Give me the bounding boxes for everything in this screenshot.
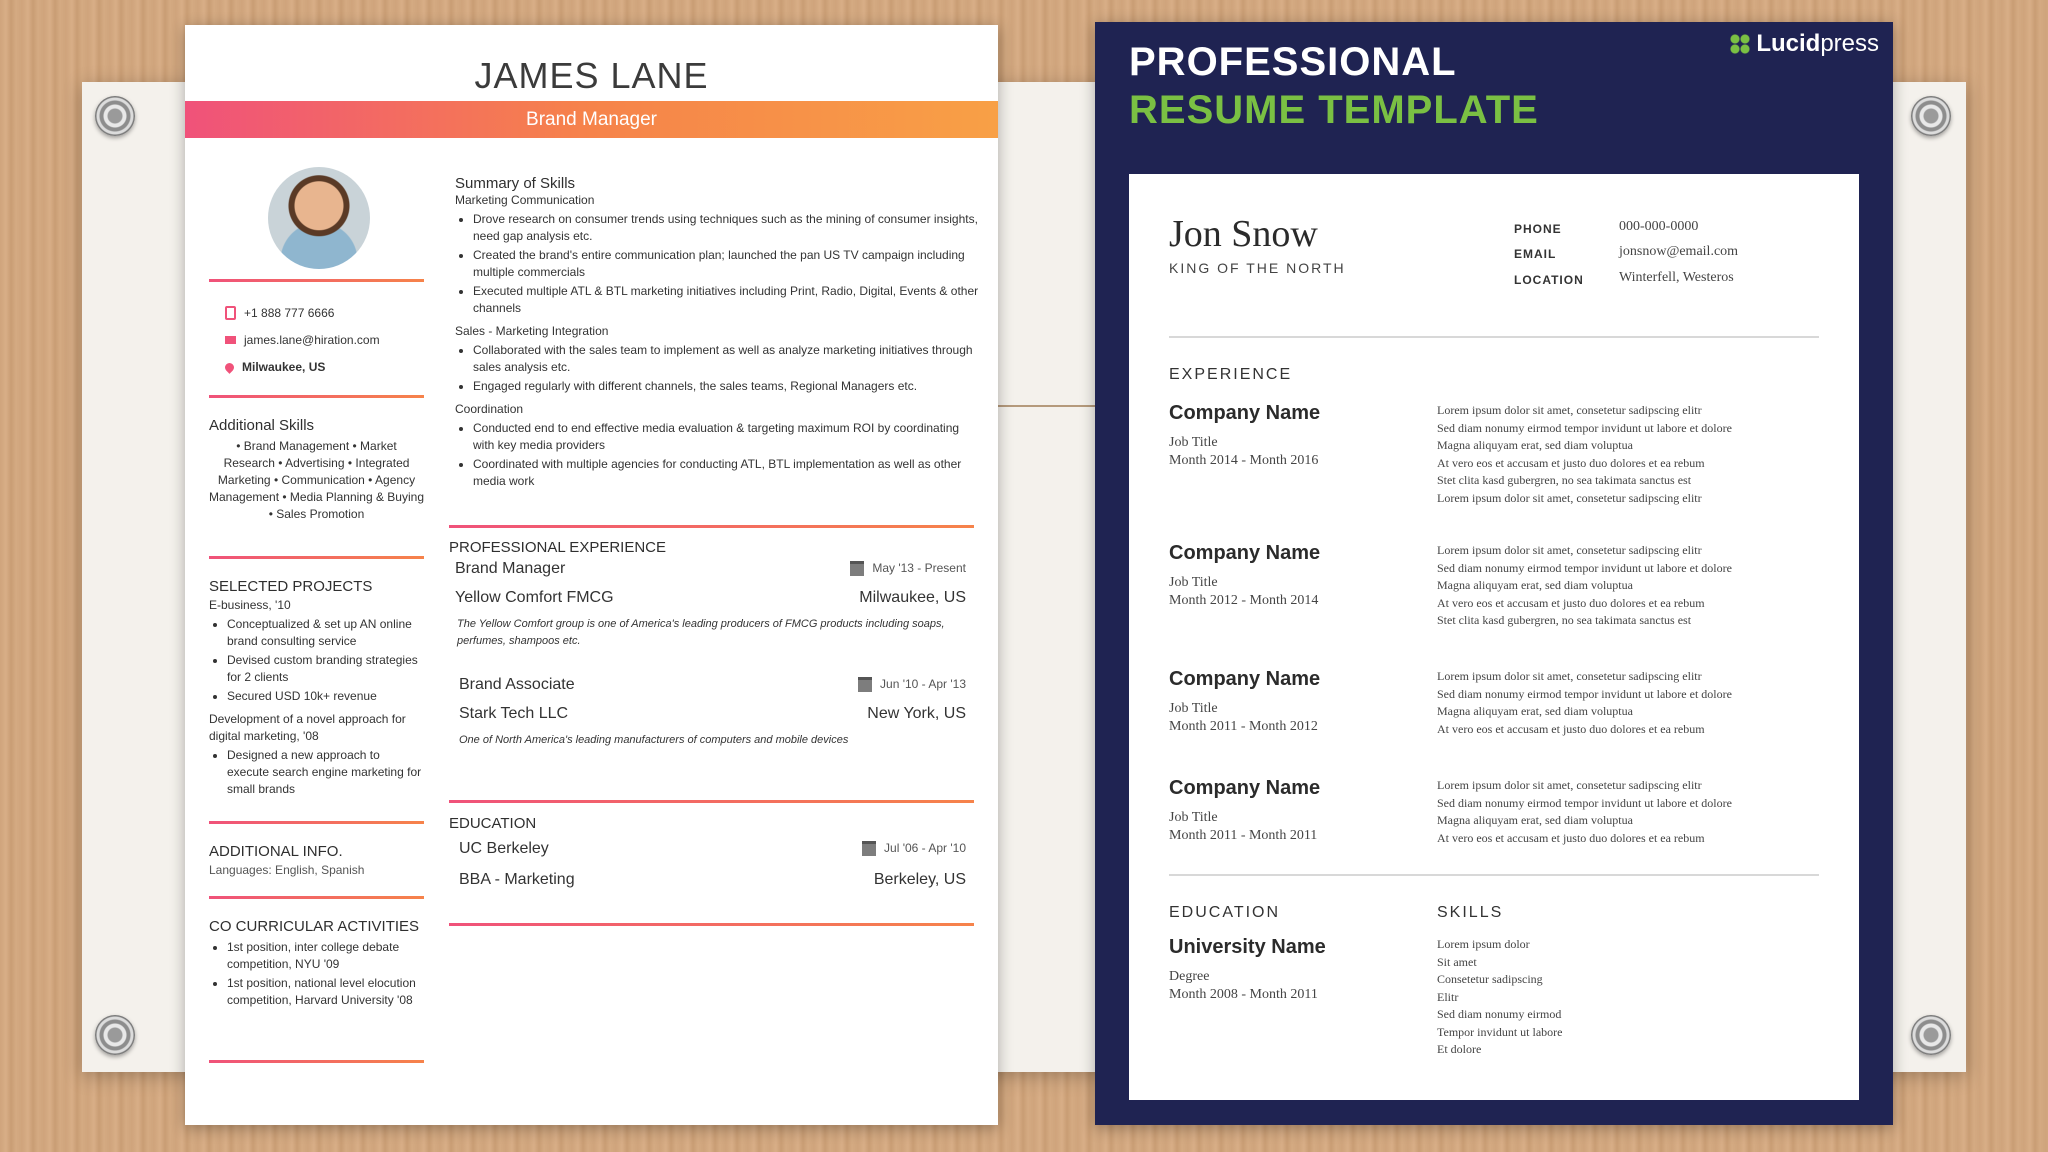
skill-item: Et dolore [1437,1042,1482,1056]
email-value: jonsnow@email.com [1619,244,1739,259]
resume-name: Jon Snow [1169,213,1318,255]
list-item: • Designed a new approach to execute search engine marketing for small brands [227,747,424,798]
skill-item: Lorem ipsum dolor [1437,937,1530,951]
job-title: Job Title [1169,435,1218,450]
job-location: New York, US [867,705,966,722]
company-name: Stark Tech LLC [459,705,569,722]
section-heading: CO CURRICULAR ACTIVITIES [209,918,420,935]
pin-icon [1911,1015,1951,1055]
divider [449,525,974,528]
location-value: Winterfell, Westeros [1619,270,1734,285]
section-heading: EDUCATION [449,815,537,832]
job-company-row [449,589,974,606]
divider [1169,336,1819,338]
job-description: The Yellow Comfort group is one of America's leading producers of FMCG products including soaps, perfumes, shampoos etc. [457,618,945,647]
skills-text: • Brand Management • Market Research • Advertising • Integrated Marketing • Communication • Agency Management • Media Planning & Buying • Sales Promotion [209,439,424,521]
job-description: Lorem ipsum dolor sit amet, consetetur sadipscing elitr Sed diam nonumy eirmod tempor invidunt ut labore et dolore Magna aliquyam erat, sed diam voluptua At vero eos et accusam et justo duo dolores et ea rebum [1437,778,1732,845]
skills-heading: SKILLS [1437,904,1504,921]
job-entry [1169,402,1819,505]
languages-text: Languages: English, Spanish [209,863,365,877]
divider [209,395,424,398]
brand-bold: Lucid [1756,30,1821,57]
resume-james-lane [185,25,998,1125]
resume-role: Brand Manager [185,101,998,138]
divider [449,923,974,926]
pin-icon [95,1015,135,1055]
contact-location [225,360,325,374]
job-entry [1169,777,1819,844]
education-header [449,840,974,857]
education-heading: EDUCATION [1169,904,1281,921]
list-item: • 1st position, national level elocution competition, Harvard University '08 [227,975,424,1009]
skill-item: Elitr [1437,989,1459,1004]
section-heading: ADDITIONAL INFO. [209,843,343,860]
skill-item: Sit amet [1437,954,1477,969]
phone-text: +1 888 777 6666 [244,306,335,320]
subsection-title: Coordination [455,402,524,416]
job-title: Brand Manager [455,560,566,577]
job-dates: Month 2011 - Month 2012 [1169,719,1318,734]
professional-experience [449,539,974,749]
job-title: Brand Associate [459,676,575,693]
divider [209,821,424,824]
summary-of-skills [455,175,980,492]
phone-icon [225,306,236,320]
job-header [449,560,974,577]
job-header [449,676,974,693]
list-item: • Drove research on consumer trends using techniques such as the mining of consumer insights, need gap analysis etc. [473,211,980,245]
company-name: Company Name [1169,542,1321,564]
poster-title-line2: RESUME TEMPLATE [1129,88,1539,132]
skill-item: Tempor invidunt ut labore [1437,1024,1563,1039]
job-dates: Jun '10 - Apr '13 [880,677,966,691]
calendar-icon [858,677,872,692]
divider [209,556,424,559]
section-heading: Summary of Skills [455,175,576,192]
job-description: Lorem ipsum dolor sit amet, consetetur sadipscing elitr Sed diam nonumy eirmod tempor invidunt ut labore et dolore Magna aliquyam erat, sed diam voluptua At vero eos et accusam et justo duo dolores et ea rebum Stet clita kasd gubergren, no sea takimata sanctus est [1437,543,1732,627]
divider [209,896,424,899]
job-location: Milwaukee, US [859,589,966,606]
company-name: Company Name [1169,777,1321,799]
job-dates: Month 2012 - Month 2014 [1169,593,1319,608]
calendar-icon [850,561,864,576]
company-name: Company Name [1169,668,1321,690]
job-company-row [449,705,974,722]
poster-title-line1: PROFESSIONAL [1129,40,1457,84]
education-location: Berkeley, US [873,871,966,888]
list-item: • Executed multiple ATL & BTL marketing initiatives including Print, Radio, Digital, Events & other channels [473,283,980,317]
divider [209,1060,424,1063]
job-description: Lorem ipsum dolor sit amet, consetetur sadipscing elitr Sed diam nonumy eirmod tempor invidunt ut labore et dolore Magna aliquyam erat, sed diam voluptua At vero eos et accusam et justo duo dolores et ea rebum Stet clita kasd gubergren, no sea takimata sanctus est Lorem ipsum dolor sit amet, consetetur sadipscing elitr [1437,403,1732,505]
degree: Degree [1169,969,1210,984]
list-item: • Conducted end to end effective media evaluation & targeting maximum ROI by coordinating with key media providers [473,420,980,454]
divider-line [995,405,1095,407]
job-dates: Month 2011 - Month 2011 [1169,828,1318,843]
job-dates: Month 2014 - Month 2016 [1169,453,1319,468]
location-text: Milwaukee, US [242,360,326,374]
job-title: Job Title [1169,575,1218,590]
avatar [268,167,370,269]
contact-phone [225,306,334,320]
job-description: One of North America's leading manufacturers of computers and mobile devices [459,734,849,746]
list-item: • Secured USD 10k+ revenue [227,688,424,705]
list-item: • Collaborated with the sales team to implement as well as analyze marketing initiatives through sales analysis etc. [473,342,980,376]
degree-name: BBA - Marketing [459,871,575,888]
phone-label: PHONE [1514,222,1562,236]
divider [1169,874,1819,876]
project-title: E-business, '10 [209,598,291,612]
education-dates: Jul '06 - Apr '10 [884,841,966,855]
project-title: Development of a novel approach for digital marketing, '08 [209,712,406,743]
divider [209,279,424,282]
education-entry [1169,936,1419,1003]
contact-email [225,333,380,347]
list-item: • 1st position, inter college debate competition, NYU '09 [227,939,424,973]
skill-item: Sed diam nonumy eirmod [1437,1007,1562,1021]
subsection-title: Marketing Communication [455,193,595,207]
location-label: LOCATION [1514,273,1584,287]
list-item: • Devised custom branding strategies for 2 clients [227,652,424,686]
list-item: • Coordinated with multiple agencies for conducting ATL, BTL implementation as well as other media work [473,456,980,490]
additional-skills [209,417,424,523]
mail-icon [225,336,236,344]
lucidpress-logo [1730,30,1879,58]
co-curricular [209,918,424,1011]
calendar-icon [862,841,876,856]
school-name: UC Berkeley [459,840,549,857]
company-name: Yellow Comfort FMCG [455,589,614,606]
lucidpress-logo-icon [1730,34,1750,54]
company-name: Company Name [1169,402,1321,424]
divider [449,800,974,803]
pin-icon [1911,96,1951,136]
job-dates: May '13 - Present [872,561,966,575]
resume-jon-snow [1129,174,1859,1100]
list-item: • Created the brand's entire communication plan; launched the pan US TV campaign including multiple commercials [473,247,980,281]
brand-light: press [1820,30,1879,57]
university-name: University Name [1169,936,1326,958]
selected-projects [209,578,424,800]
job-title: Job Title [1169,701,1218,716]
subsection-title: Sales - Marketing Integration [455,324,609,338]
resume-tagline: KING OF THE NORTH [1169,260,1346,276]
education [449,815,974,888]
phone-value: 000-000-0000 [1619,219,1699,234]
section-heading: SELECTED PROJECTS [209,578,373,595]
pin-icon [95,96,135,136]
skills-list [1437,936,1562,1059]
list-item: • Engaged regularly with different channels, the sales teams, Regional Managers etc. [473,378,980,395]
resume-template-poster [1095,22,1893,1125]
job-entry [1169,668,1819,735]
resume-name: JAMES LANE [474,55,709,96]
additional-info [209,843,424,879]
job-description: Lorem ipsum dolor sit amet, consetetur sadipscing elitr Sed diam nonumy eirmod tempor invidunt ut labore et dolore Magna aliquyam erat, sed diam voluptua At vero eos et accusam et justo duo dolores et ea rebum [1437,669,1732,736]
location-pin-icon [223,361,236,374]
experience-heading: EXPERIENCE [1169,366,1293,383]
email-text: james.lane@hiration.com [244,333,380,347]
education-dates: Month 2008 - Month 2011 [1169,987,1318,1002]
list-item: • Conceptualized & set up AN online brand consulting service [227,616,424,650]
email-label: EMAIL [1514,247,1557,261]
education-degree-row [449,871,974,888]
job-title: Job Title [1169,810,1218,825]
section-heading: PROFESSIONAL EXPERIENCE [449,539,667,556]
job-entry [1169,542,1819,627]
skill-item: Consetetur sadipscing [1437,972,1543,986]
section-heading: Additional Skills [209,417,315,434]
